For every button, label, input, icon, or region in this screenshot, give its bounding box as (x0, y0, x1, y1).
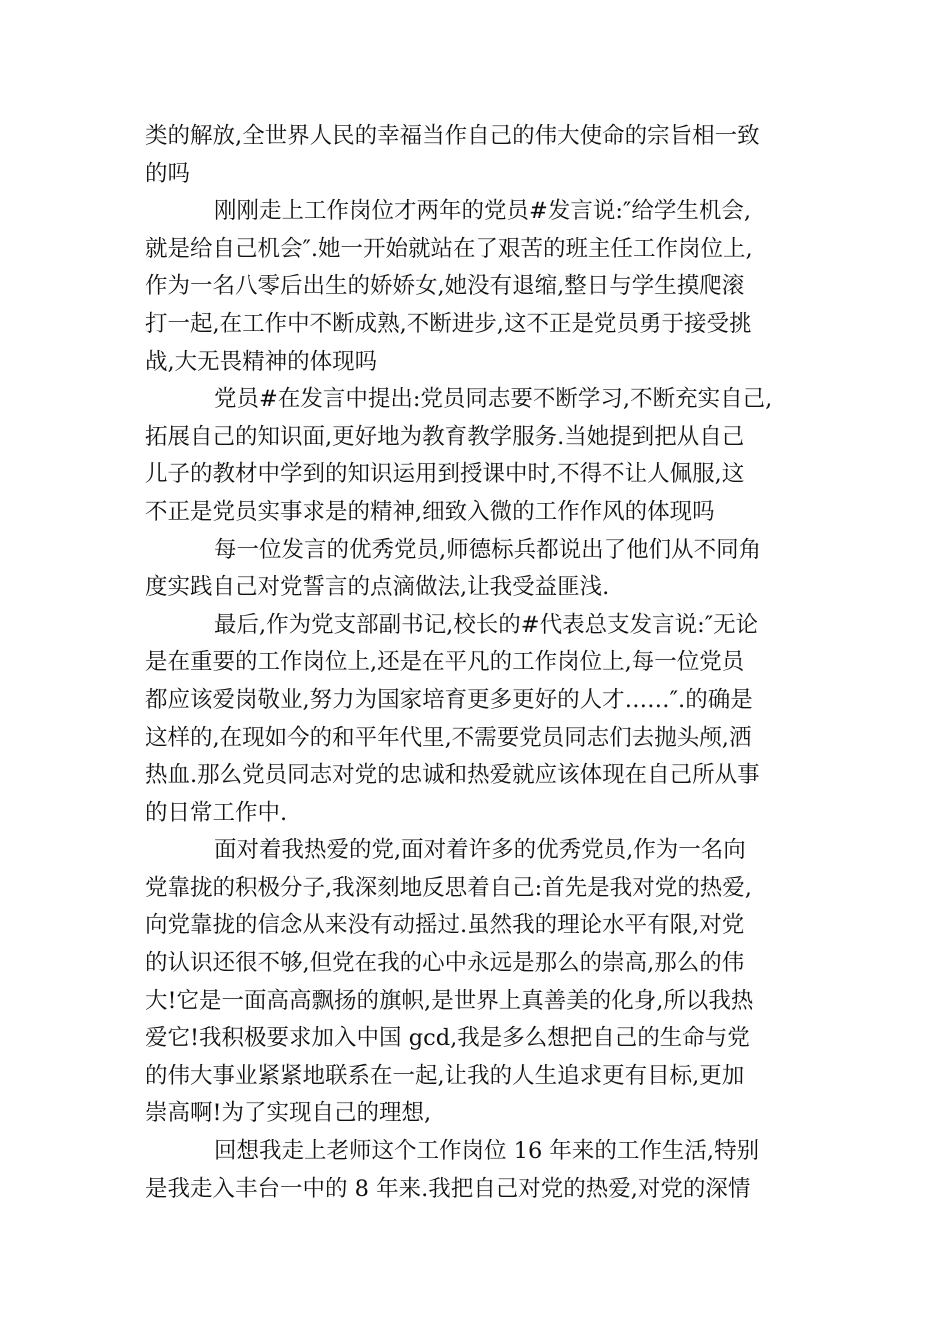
text-line: 儿子的教材中学到的知识运用到授课中时,不得不让人佩服,这 (145, 461, 745, 488)
text-line: 类的解放,全世界人民的幸福当作自己的伟大使命的宗旨相一致 (145, 123, 760, 149)
text-line: 的吗 (145, 160, 191, 187)
text-line: 党员#在发言中提出:党员同志要不断学习,不断充实自己, (214, 386, 773, 413)
text-line: 拓展自己的知识面,更好地为教育教学服务.当她提到把从自己 (145, 423, 745, 450)
paragraph (145, 1133, 813, 1208)
text-line: 战,大无畏精神的体现吗 (145, 348, 378, 375)
paragraph (145, 118, 813, 193)
text-line: 不正是党员实事求是的精神,细致入微的工作作风的体现吗 (145, 498, 715, 525)
text-line: 党靠拢的积极分子,我深刻地反思着自己:首先是我对党的热爱, (145, 874, 752, 901)
text-line: 的认识还很不够,但党在我的心中永远是那么的崇高,那么的伟 (145, 950, 745, 977)
text-line: 爱它!我积极要求加入中国 gcd,我是多么想把自己的生命与党 (145, 1025, 750, 1052)
text-line: 最后,作为党支部副书记,校长的#代表总支发言说:″无论 (214, 611, 759, 638)
text-line: 崇高啊!为了实现自己的理想, (145, 1100, 432, 1127)
text-line: 度实践自己对党誓言的点滴做法,让我受益匪浅. (145, 574, 610, 601)
document-body (145, 118, 813, 1208)
text-line: 是我走入丰台一中的 8 年来.我把自己对党的热爱,对党的深情 (145, 1175, 751, 1202)
text-line: 回想我走上老师这个工作岗位 16 年来的工作生活,特别 (214, 1138, 760, 1165)
text-line: 的日常工作中. (145, 799, 288, 826)
text-line: 都应该爱岗敬业,努力为国家培育更多更好的人才……″.的确是 (145, 686, 753, 713)
text-line: 这样的,在现如今的和平年代里,不需要党员同志们去抛头颅,洒 (145, 724, 752, 751)
text-line: 是在重要的工作岗位上,还是在平凡的工作岗位上,每一位党员 (145, 649, 745, 676)
text-line: 向党靠拢的信念从来没有动摇过.虽然我的理论水平有限,对党 (145, 912, 745, 939)
paragraph (145, 532, 813, 607)
paragraph (145, 607, 813, 833)
text-line: 作为一名八零后出生的娇娇女,她没有退缩,整日与学生摸爬滚 (145, 273, 745, 300)
text-line: 的伟大事业紧紧地联系在一起,让我的人生追求更有目标,更加 (145, 1062, 745, 1089)
paragraph (145, 832, 813, 1133)
text-line: 面对着我热爱的党,面对着许多的优秀党员,作为一名向 (214, 837, 746, 864)
text-line: 刚刚走上工作岗位才两年的党员#发言说:″给学生机会, (214, 198, 751, 225)
text-line: 热血.那么党员同志对党的忠诚和热爱就应该体现在自己所从事 (145, 762, 760, 789)
text-line: 就是给自己机会″.她一开始就站在了艰苦的班主任工作岗位上, (145, 235, 753, 262)
text-line: 打一起,在工作中不断成熟,不断进步,这不正是党员勇于接受挑 (145, 310, 752, 337)
text-line: 每一位发言的优秀党员,师德标兵都说出了他们从不同角 (214, 536, 762, 563)
text-line: 大!它是一面高高飘扬的旗帜,是世界上真善美的化身,所以我热 (145, 987, 754, 1014)
paragraph (145, 193, 813, 381)
paragraph (145, 381, 813, 531)
